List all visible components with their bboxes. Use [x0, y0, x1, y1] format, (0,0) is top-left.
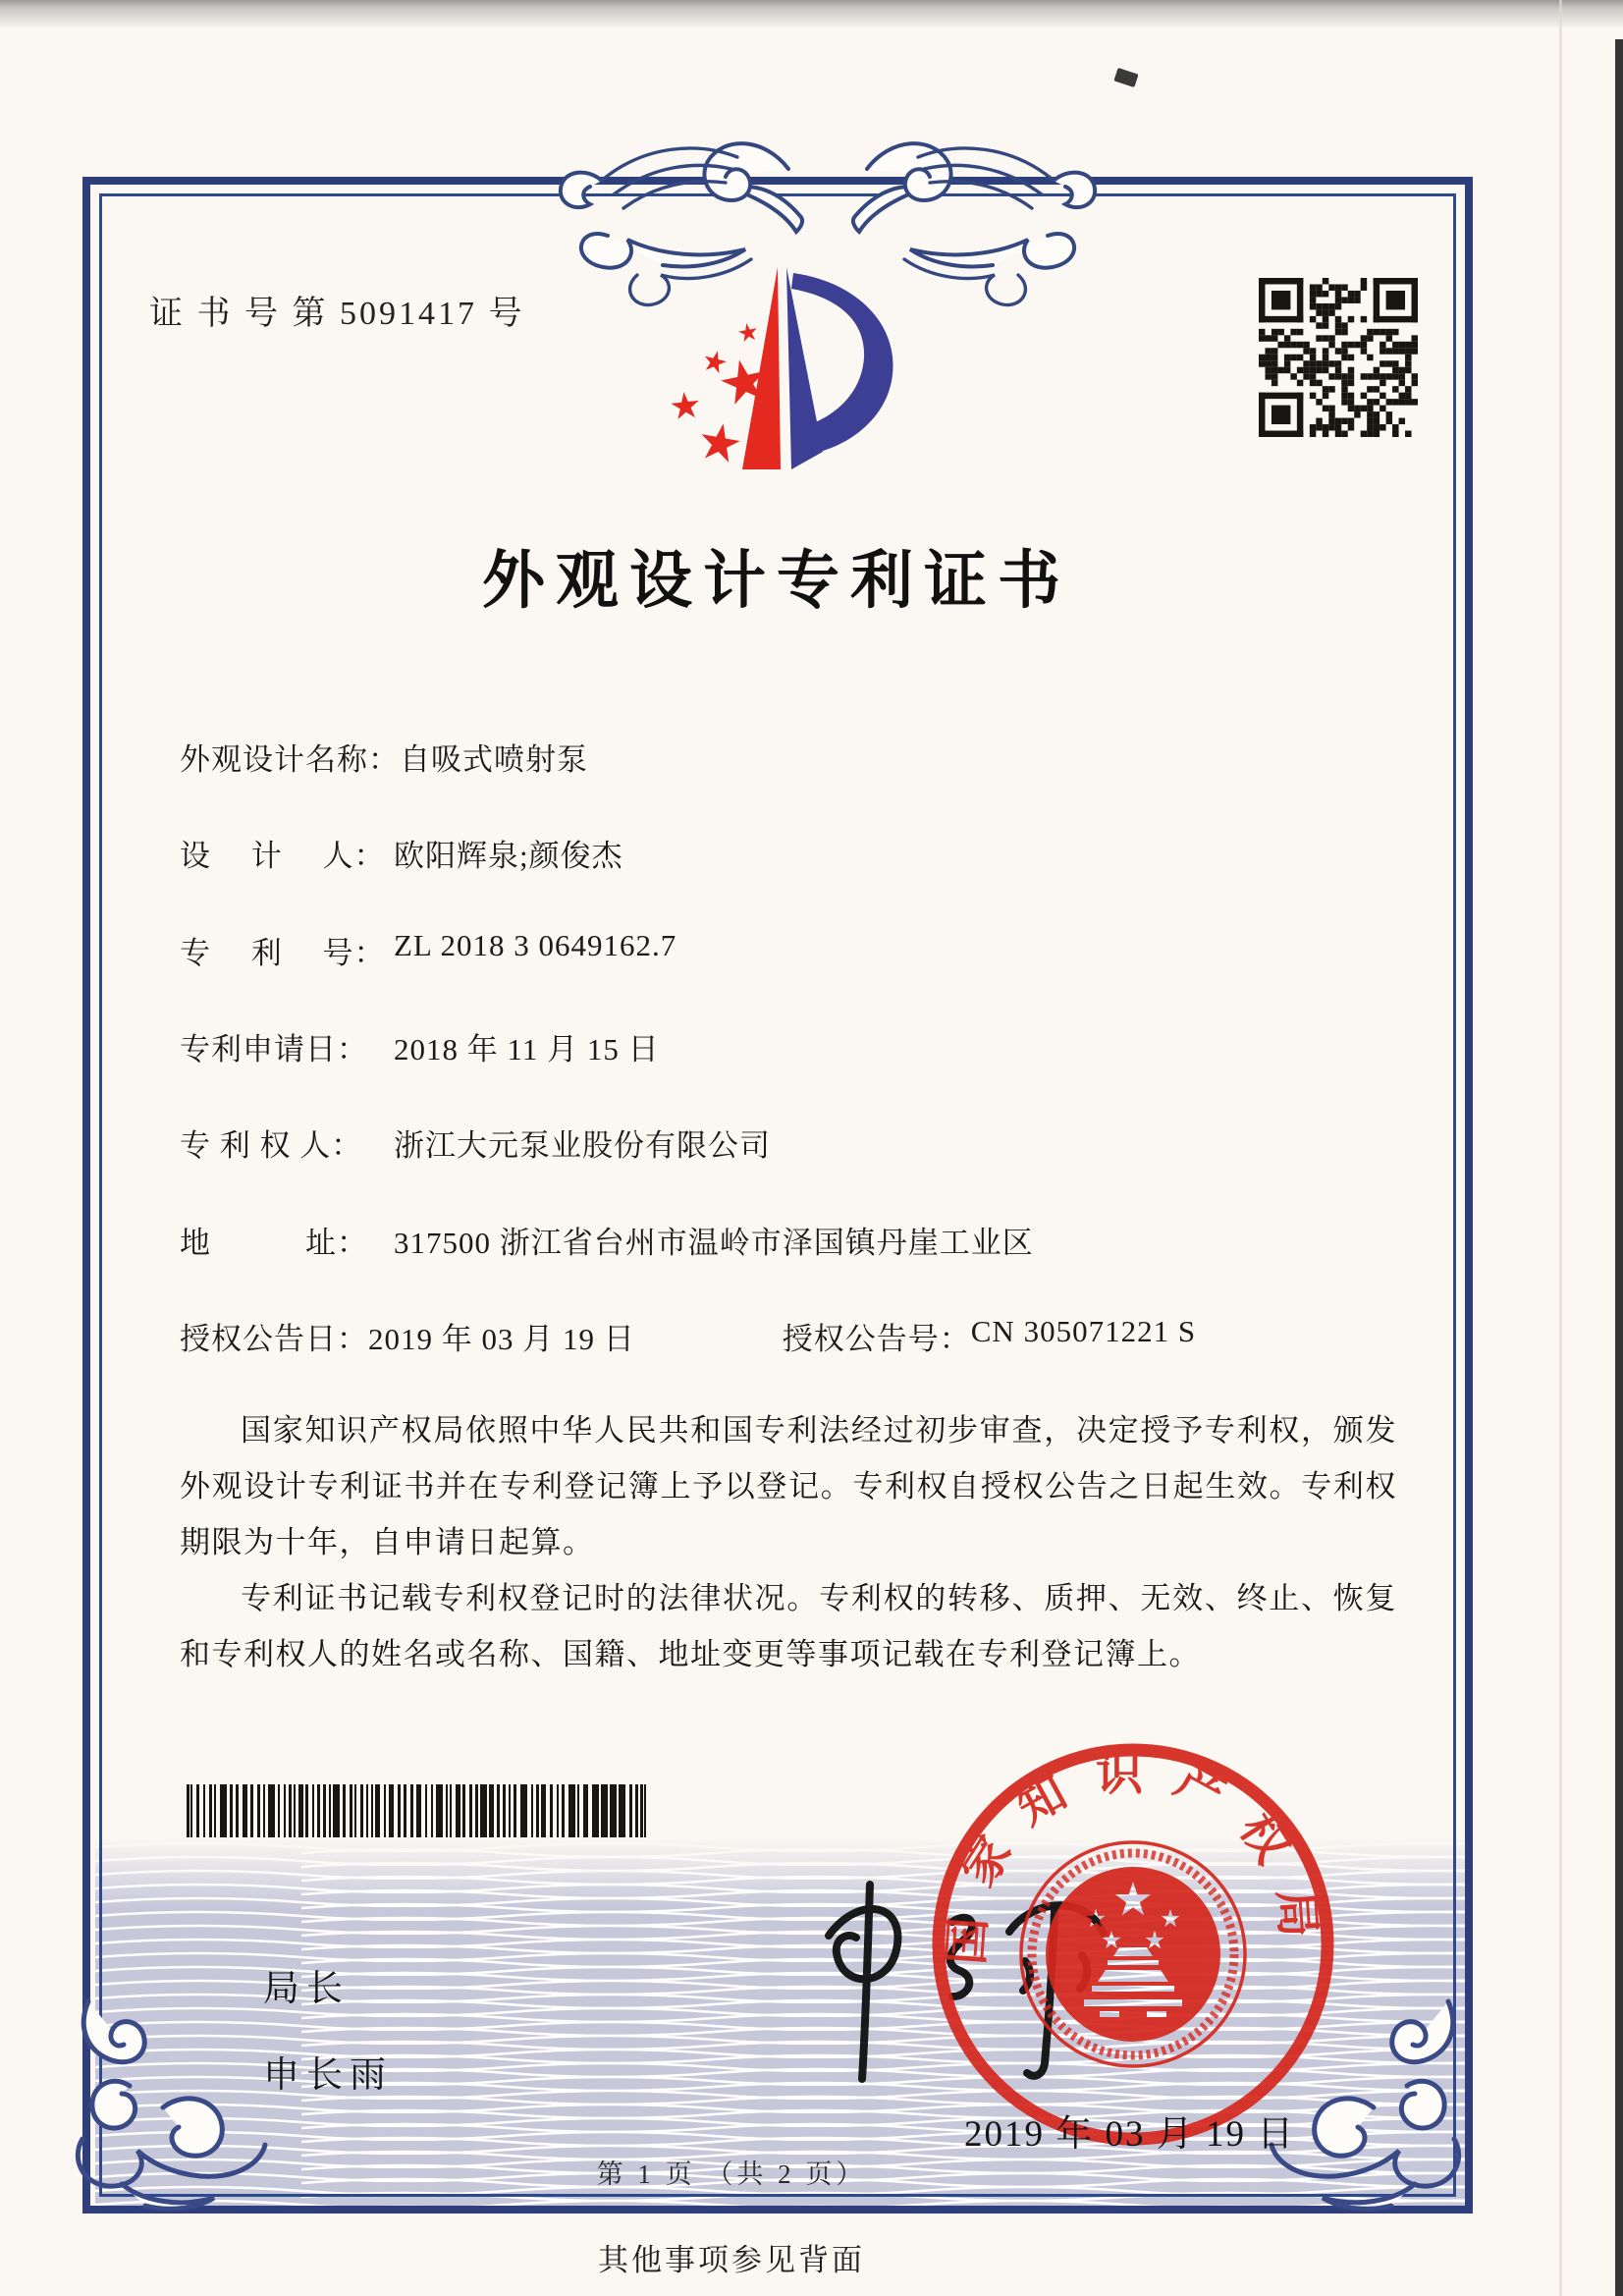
legal-paragraph-2: 专利证书记载专利权登记时的法律状况。专利权的转移、质押、无效、终止、恢复和专利权人的姓名或名称、国籍、地址变更等事项记载在专利登记簿上。 — [180, 1581, 1397, 1671]
field-value: 317500 浙江省台州市温岭市泽国镇丹崖工业区 — [394, 1226, 1034, 1260]
legal-paragraph-1: 国家知识产权局依照中华人民共和国专利法经过初步审查，决定授予专利权，颁发外观设计专利证书并在专利登记簿上予以登记。专利权自授权公告之日起生效。专利权期限为十年，自申请日起算。 — [180, 1413, 1397, 1559]
grant-number-label: 授权公告号： — [782, 1322, 971, 1356]
legal-text — [180, 1402, 1397, 1682]
scan-speck — [1113, 68, 1138, 87]
director-title: 局长 — [263, 1969, 350, 2009]
field-design-name — [180, 735, 588, 779]
qr-code — [1259, 278, 1418, 437]
seal-date: 2019 年 03 月 19 日 — [964, 2114, 1296, 2155]
field-address — [180, 1218, 1034, 1262]
page-number: 第 1 页 （共 2 页） — [596, 2159, 867, 2189]
field-value: 2018 年 11 月 15 日 — [394, 1032, 660, 1066]
field-label: 外观设计名称： — [180, 742, 400, 777]
field-patent-number — [180, 928, 676, 972]
field-label: 设 计 人： — [180, 839, 386, 873]
barcode — [187, 1784, 648, 1837]
field-label: 专 利 号： — [180, 936, 386, 970]
certificate-title: 外观设计专利证书 — [482, 546, 1071, 616]
field-value: 自吸式喷射泵 — [400, 742, 588, 777]
field-value: 欧阳辉泉;颜俊杰 — [394, 839, 623, 873]
scan-top-shadow — [0, 0, 1623, 29]
certificate-number: 证 书 号 第 5091417 号 — [149, 296, 525, 332]
cnipa-logo — [628, 257, 923, 503]
field-value: 浙江大元泵业股份有限公司 — [394, 1128, 771, 1163]
back-side-note: 其他事项参见背面 — [598, 2243, 865, 2277]
field-label: 专 利 权 人： — [180, 1128, 363, 1163]
scan-edge-shadow — [1615, 39, 1623, 2296]
field-label: 专利申请日： — [180, 1032, 368, 1066]
grant-number-value: CN 305071221 S — [970, 1314, 1197, 1348]
scan-fold-line — [1559, 0, 1562, 2296]
field-label: 地 址： — [180, 1226, 368, 1260]
field-grant-row — [180, 1314, 1196, 1358]
official-seal — [925, 1736, 1341, 2153]
grant-date-value: 2019 年 03 月 19 日 — [368, 1322, 635, 1356]
director-name: 申长雨 — [263, 2055, 393, 2096]
seal-ring-text: 国家知识产权局 — [940, 1748, 1326, 1967]
field-filing-date — [180, 1024, 660, 1068]
field-patentee — [180, 1121, 771, 1165]
field-value: ZL 2018 3 0649162.7 — [394, 928, 677, 962]
field-designer — [180, 831, 623, 875]
grant-date-label: 授权公告日： — [180, 1322, 368, 1356]
